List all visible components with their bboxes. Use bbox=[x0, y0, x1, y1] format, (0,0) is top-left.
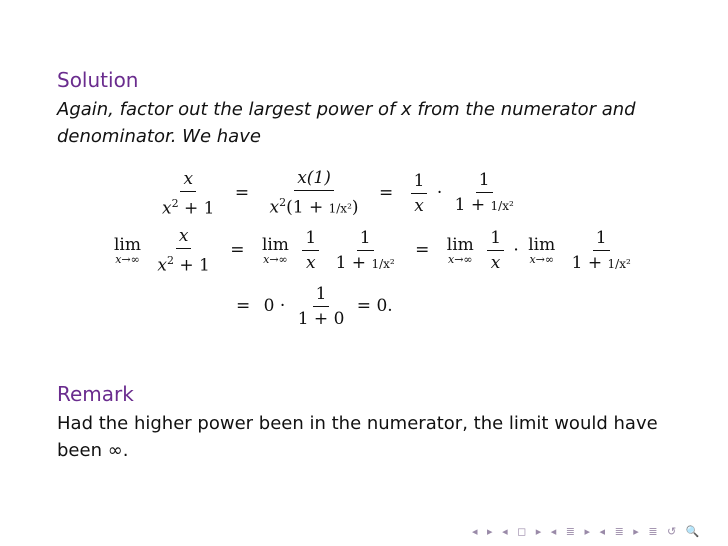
denominator: 1 + 1/x² bbox=[571, 252, 631, 273]
fraction-1-over-x bbox=[411, 171, 428, 216]
denominator: 1 + 0 bbox=[297, 309, 345, 329]
fraction-x-over-x2p1 bbox=[159, 169, 217, 219]
remark-title: Remark bbox=[57, 382, 134, 406]
fraction-1-over-x bbox=[302, 228, 319, 273]
limit-operator: lim x→∞ bbox=[446, 235, 474, 267]
numerator: 1 bbox=[302, 228, 319, 251]
fraction-1-over-1p1x2 bbox=[452, 170, 517, 216]
denominator: 1 + 1/x² bbox=[335, 252, 395, 273]
nav-prev-icon[interactable]: ▸ bbox=[487, 525, 494, 538]
nav-first-icon[interactable]: ◂ bbox=[472, 525, 479, 538]
nav-toc-icon[interactable]: ≣ bbox=[648, 525, 659, 538]
dot-operator: · bbox=[279, 296, 286, 316]
nav-frame-next-icon[interactable]: ▸ bbox=[535, 525, 543, 538]
fraction-x1-over-expansion bbox=[267, 168, 362, 219]
denominator: x bbox=[490, 253, 501, 274]
solution-text: Again, factor out the largest power of x from the numerator and denominator. We have bbox=[57, 99, 636, 147]
remark-text: Had the higher power been in the numerator, the limit would have been ∞. bbox=[57, 413, 658, 461]
nav-frame-prev-icon[interactable]: ◂ bbox=[502, 525, 509, 538]
denominator: $x^2 + 1$ bbox=[162, 196, 215, 219]
fraction-1-over-x bbox=[487, 228, 504, 273]
nav-search-icon[interactable]: 🔍 bbox=[685, 525, 701, 538]
equals-sign: = bbox=[236, 296, 251, 316]
nav-section-next-icon[interactable]: ▸ bbox=[633, 525, 640, 538]
equation-row-2 bbox=[110, 226, 638, 276]
fraction-x-over-x2p1 bbox=[154, 226, 212, 276]
fraction-1-over-1p1x2 bbox=[569, 228, 634, 274]
equation-row-1 bbox=[155, 168, 521, 219]
nav-subsection-next-icon[interactable]: ▸ bbox=[584, 525, 592, 538]
numerator: 1 bbox=[487, 228, 504, 251]
nav-section-icon[interactable]: ≣ bbox=[614, 525, 625, 538]
nav-subsection-prev-icon[interactable]: ◂ bbox=[550, 525, 558, 538]
numerator: x(1) bbox=[294, 168, 334, 191]
equals-sign: = bbox=[415, 240, 430, 261]
denominator: 1 + 1/x² bbox=[454, 195, 514, 216]
fraction-1-over-1p1x2 bbox=[333, 228, 398, 274]
limit-operator: lim x→∞ bbox=[528, 235, 556, 267]
solution-title: Solution bbox=[57, 68, 139, 92]
equals-sign: = bbox=[234, 182, 250, 203]
numerator: x bbox=[176, 226, 192, 249]
denominator: x bbox=[414, 195, 424, 216]
denominator: $x^2(1 + 1/x^2)$ bbox=[269, 196, 359, 218]
numerator: 1 bbox=[313, 284, 330, 307]
numerator: x bbox=[180, 169, 196, 192]
numerator: 1 bbox=[593, 228, 610, 251]
limit-operator: lim x→∞ bbox=[261, 235, 289, 267]
numerator: 1 bbox=[411, 171, 428, 194]
nav-section-prev-icon[interactable]: ◂ bbox=[599, 525, 607, 538]
limit-operator: lim x→∞ bbox=[114, 235, 141, 267]
result: = 0. bbox=[356, 296, 393, 316]
equals-sign: = bbox=[230, 240, 245, 261]
nav-subsection-icon[interactable]: ≣ bbox=[565, 525, 577, 538]
numerator: 1 bbox=[476, 170, 493, 193]
dot-operator: · bbox=[513, 240, 519, 261]
denominator: $x^2 + 1$ bbox=[157, 254, 210, 276]
equation-row-3 bbox=[228, 284, 393, 329]
fraction-1-over-1p0 bbox=[295, 284, 348, 329]
numerator: 1 bbox=[357, 228, 374, 251]
zero: 0 bbox=[263, 296, 275, 316]
beamer-navigation bbox=[470, 525, 702, 538]
nav-frame-icon[interactable]: ◻ bbox=[517, 525, 528, 538]
nav-back-icon[interactable]: ↺ bbox=[667, 525, 678, 538]
equals-sign: = bbox=[378, 182, 394, 203]
denominator: x bbox=[305, 253, 316, 274]
dot-operator: · bbox=[436, 182, 443, 203]
